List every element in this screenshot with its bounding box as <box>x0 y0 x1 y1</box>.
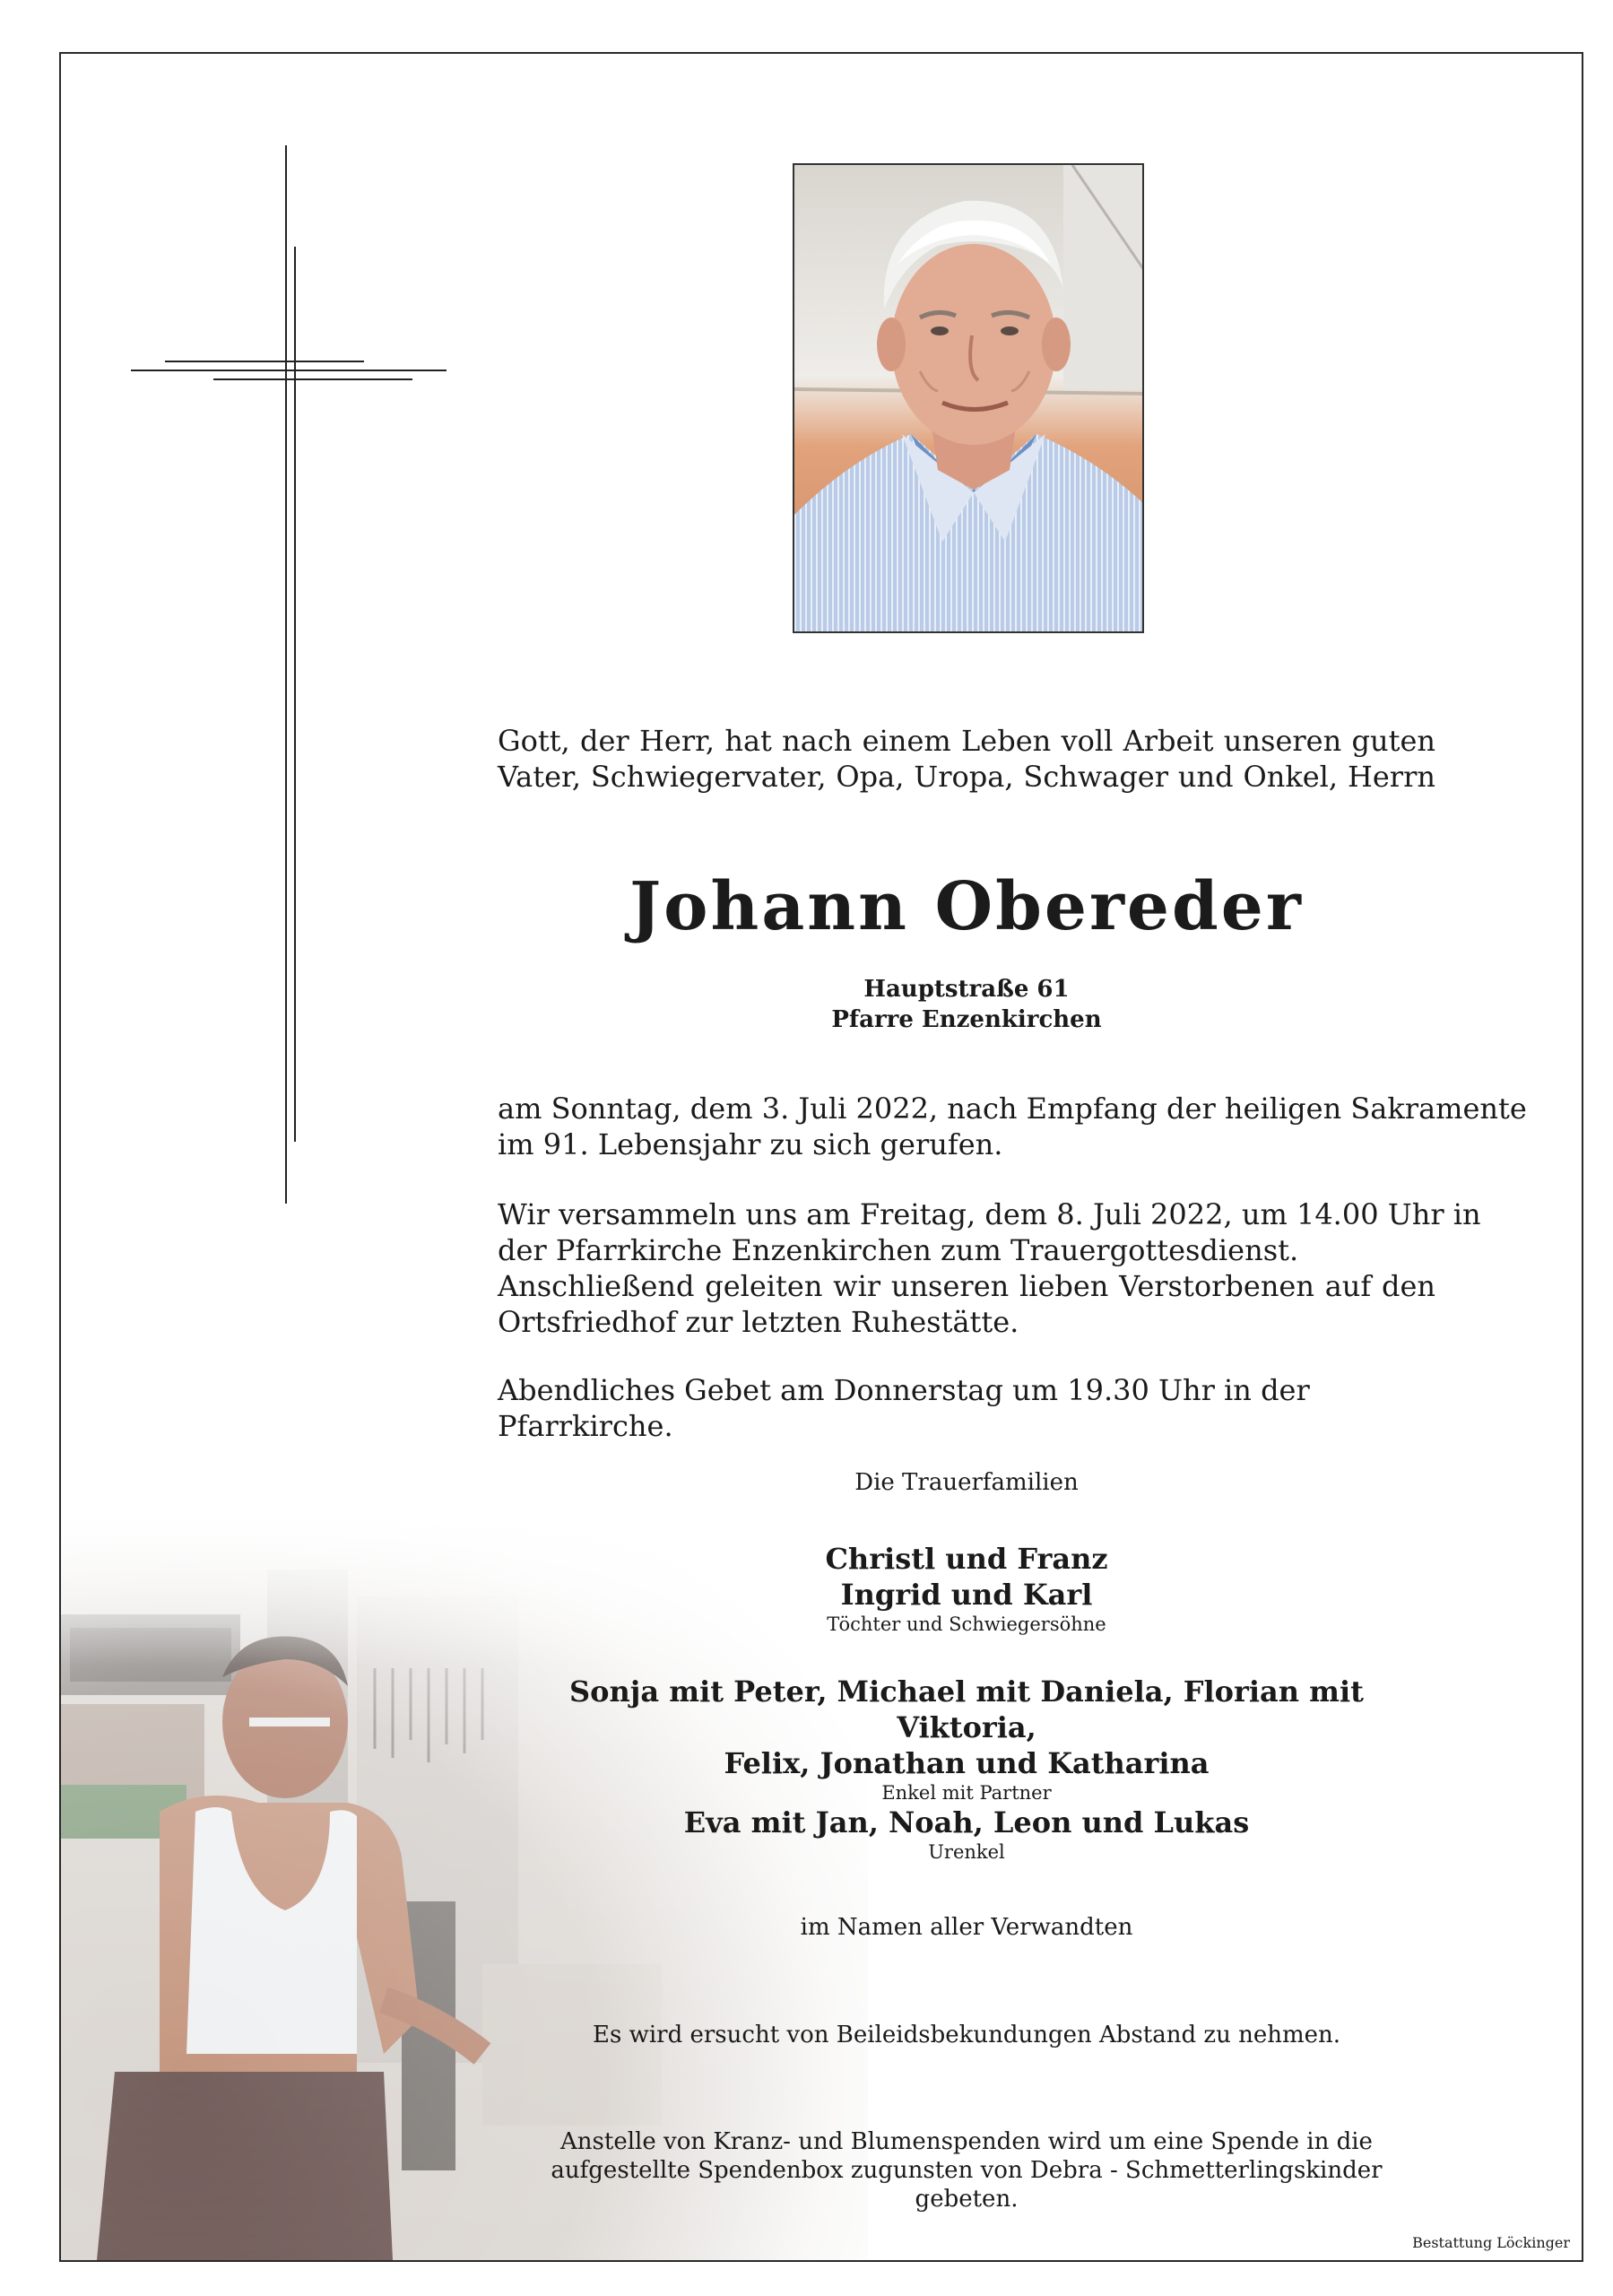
mourner-name: Sonja mit Peter, Michael mit Daniela, Florian mit Viktoria, <box>569 1674 1364 1744</box>
great-grandchildren-group <box>498 1805 1435 1864</box>
funeral-home-credit: Bestattung Löckinger <box>1412 2234 1570 2251</box>
intro-text <box>498 723 1435 795</box>
address: Hauptstraße 61 <box>863 976 1070 1003</box>
prayer-notice <box>498 1372 1435 1444</box>
relatives-line: im Namen aller Verwandten <box>800 1914 1133 1941</box>
donation-notice <box>498 2127 1435 2213</box>
death-line: im 91. Lebensjahr zu sich gerufen. <box>498 1127 1003 1161</box>
death-notice <box>498 1091 1527 1162</box>
intro-line: Gott, der Herr, hat nach einem Leben voll Arbeit unseren guten <box>498 724 1435 758</box>
prayer-line: Abendliches Gebet am Donnerstag um 19.30 Uhr in der Pfarrkirche. <box>498 1373 1310 1443</box>
mourner-name: Felix, Jonathan und Katharina <box>724 1746 1210 1780</box>
grandchildren-group <box>498 1674 1435 1805</box>
mourner-role: Urenkel <box>928 1841 1005 1863</box>
portrait-photo <box>793 163 1144 633</box>
mourner-role: Töchter und Schwiegersöhne <box>827 1613 1106 1635</box>
donation-line: Anstelle von Kranz- und Blumenspenden wird um eine Spende in die <box>560 2128 1373 2155</box>
donation-line: aufgestellte Spendenbox zugunsten von Debra - Schmetterlingskinder gebeten. <box>551 2157 1383 2213</box>
funeral-line: Anschließend geleiten wir unseren lieben Verstorbenen auf den <box>498 1269 1435 1303</box>
death-line: am Sonntag, dem 3. Juli 2022, nach Empfang der heiligen Sakramente <box>498 1091 1527 1126</box>
intro-line: Vater, Schwiegervater, Opa, Uropa, Schwager und Onkel, Herrn <box>498 760 1435 794</box>
mourner-name: Eva mit Jan, Noah, Leon und Lukas <box>683 1805 1250 1839</box>
funeral-notice <box>498 1196 1481 1340</box>
funeral-line: der Pfarrkirche Enzenkirchen zum Trauergottesdienst. <box>498 1233 1299 1267</box>
mourner-role: Enkel mit Partner <box>881 1782 1052 1804</box>
deceased-name: Johann Obereder <box>629 868 1304 945</box>
parish: Pfarre Enzenkirchen <box>831 1006 1102 1033</box>
mourners-heading: Die Trauerfamilien <box>854 1469 1079 1496</box>
funeral-line: Wir versammeln uns am Freitag, dem 8. Juli 2022, um 14.00 Uhr in <box>498 1197 1481 1231</box>
children-group <box>498 1541 1435 1636</box>
funeral-line: Ortsfriedhof zur letzten Ruhestätte. <box>498 1305 1019 1339</box>
condolence-notice: Es wird ersucht von Beileidsbekundungen Abstand zu nehmen. <box>592 2022 1341 2048</box>
mourner-name: Ingrid und Karl <box>840 1578 1093 1612</box>
mourner-name: Christl und Franz <box>825 1542 1108 1576</box>
